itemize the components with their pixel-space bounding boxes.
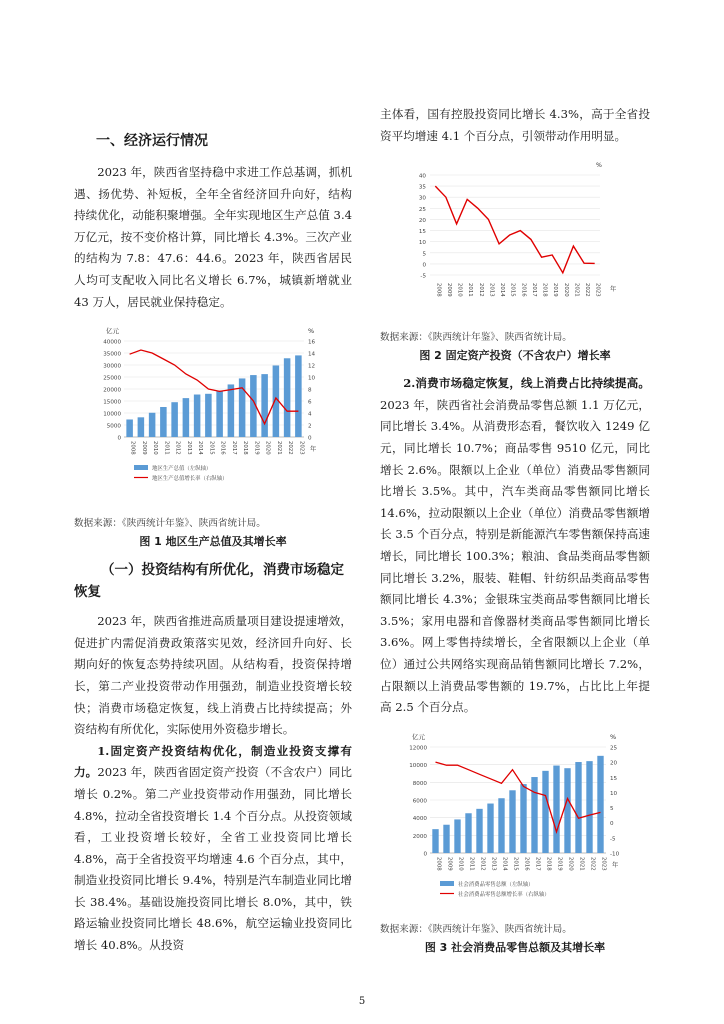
right-axis-unit: %: [308, 327, 315, 336]
bar-2008: [432, 829, 438, 853]
bar-2022: [284, 358, 291, 437]
x-tick-label: 2021: [275, 441, 282, 455]
left-axis-unit: 亿元: [106, 327, 119, 336]
x-tick-label: 2021: [573, 283, 580, 297]
bar-2010: [454, 819, 460, 853]
y-axis-unit: %: [596, 162, 602, 170]
y-axis-tick-label: 25: [418, 207, 426, 214]
x-tick-label: 2023: [600, 856, 607, 871]
x-tick-label: 2016: [523, 856, 530, 871]
x-tick-label: 2008: [435, 283, 442, 297]
bar-2019: [553, 765, 559, 852]
bar-2014: [194, 395, 201, 437]
legend-bar-swatch: [440, 881, 454, 886]
left-axis-tick-label: 25000: [103, 375, 121, 382]
bar-2014: [498, 798, 504, 853]
right-axis-tick-label: -5: [610, 836, 616, 843]
right-axis-tick-label: 15: [610, 775, 618, 782]
x-tick-label: 2019: [253, 441, 260, 455]
x-tick-label: 2023: [594, 283, 601, 297]
bar-2020: [261, 374, 268, 437]
x-tick-label: 2011: [467, 283, 474, 297]
right-axis-unit: %: [610, 732, 617, 741]
x-tick-label: 2017: [534, 856, 541, 871]
bar-2013: [487, 803, 493, 852]
x-tick-label: 2010: [152, 441, 159, 455]
left-axis-tick-label: 10000: [103, 411, 121, 418]
x-tick-label: 2017: [230, 441, 237, 455]
right-axis-tick-label: 5: [610, 805, 614, 812]
right-axis-tick-label: 25: [610, 745, 618, 752]
right-axis-tick-label: 0: [308, 435, 312, 442]
paragraph-body: 2023 年，陕西省社会消费品零售总额 1.1 万亿元，同比增长 3.4%。从消费形态看，餐饮收入 1249 亿元，同比增长 10.7%；商品零售 9510 亿元，同比增长 2.6%。限额以上企业（单位）消费品零售额同比增长 3.5%。其中，汽车类商品零售额同比增长 14.6%，拉动限额以上企业（单位）消费品零售额增长 3.5 个百分点，特别是新能源汽车零售额保持高速增长，同比增长 100.3%；粮油、食品类商品零售额同比增长 3.2%，服装、鞋帽、针纺织品类商品零售额同比增长 4.3%；金银珠宝类商品零售额同比增长 3.5%；家用电器和音像器材类商品零售额同比增长 3.6%。网上零售持续增长，全省限额以上企业（单位）通过公共网络实现商品销售额同比增长 7.2%，占限额以上消费品零售额的 19.7%，占比比上年提高 2.5 个百分点。: [380, 397, 650, 715]
left-axis-tick-label: 2000: [412, 833, 427, 840]
x-tick-label: 2018: [541, 283, 548, 297]
paragraph-fixed-investment: [74, 741, 352, 957]
x-tick-label: 2015: [509, 283, 516, 297]
x-tick-label: 2022: [287, 441, 294, 455]
x-tick-label: 2020: [567, 856, 574, 871]
x-tick-label: 2013: [488, 283, 495, 297]
fig1-caption: 图 1 地区生产总值及其增长率: [139, 535, 287, 549]
right-axis-tick-label: 0: [610, 820, 614, 827]
x-tick-label: 2016: [520, 283, 527, 297]
right-axis-tick-label: 10: [308, 375, 316, 382]
x-tick-label: 2012: [477, 283, 484, 297]
legend-bar-swatch: [134, 465, 148, 470]
paragraph-investment-structure: 2023 年，陕西省推进高质量项目建设提速增效，促进扩内需促消费政策落实见效，经济回升向好、长期向好的恢复态势持续巩固。从结构看，投资保持增长，第二产业投资带动作用强劲，制造业投资增长较快；消费市场稳定恢复，线上消费占比持续提高；外资结构有所优化，实际使用外资稳步增长。: [74, 614, 352, 737]
x-tick-label: 2014: [197, 441, 204, 455]
x-tick-label: 2012: [479, 856, 486, 871]
x-tick-label: 2011: [468, 856, 475, 871]
bar-2017: [531, 777, 537, 853]
x-tick-label: 2021: [578, 856, 585, 871]
bar-2017: [228, 385, 235, 438]
figure-2: [380, 151, 650, 325]
right-axis-tick-label: 12: [308, 363, 316, 370]
legend-line-label: 地区生产总值增长率（右纵轴）: [152, 476, 228, 483]
x-tick-label: 2015: [512, 856, 519, 871]
x-tick-label: 2014: [499, 283, 506, 297]
y-axis-tick-label: 35: [418, 184, 426, 191]
bar-2016: [520, 784, 526, 853]
left-axis-tick-label: 20000: [103, 387, 121, 394]
x-tick-label: 2023: [298, 441, 305, 455]
x-tick-label: 2018: [545, 856, 552, 871]
x-tick-label: 2019: [556, 856, 563, 871]
bar-2009: [138, 417, 145, 437]
x-axis-unit: 年: [310, 446, 317, 454]
figure-3: [380, 727, 650, 917]
investment-growth-line: [435, 186, 594, 273]
y-axis-tick-label: 30: [418, 195, 426, 202]
x-axis-unit: 年: [610, 286, 617, 294]
x-tick-label: 2020: [562, 283, 569, 297]
x-tick-label: 2009: [446, 856, 453, 871]
y-axis-tick-label: 0: [422, 262, 426, 269]
fig1-source: 数据来源：《陕西统计年鉴》、陕西省统计局。: [74, 518, 266, 530]
bar-2021: [575, 762, 581, 853]
left-axis-tick-label: 12000: [409, 745, 427, 752]
y-axis-tick-label: 40: [418, 173, 426, 180]
legend-line-label: 社会消费品零售总额增长率（右纵轴）: [458, 891, 550, 898]
bar-2015: [205, 394, 212, 437]
bar-2012: [171, 402, 178, 437]
x-tick-label: 2010: [457, 856, 464, 871]
right-axis-tick-label: 4: [308, 411, 312, 418]
x-tick-label: 2011: [163, 441, 170, 455]
fig3-caption: 图 3 社会消费品零售总额及其增长率: [424, 940, 606, 954]
x-axis-unit: 年: [612, 861, 619, 869]
legend-bar-label: 地区生产总值（左纵轴）: [152, 466, 212, 473]
left-axis-tick-label: 30000: [103, 363, 121, 370]
right-axis-tick-label: 6: [308, 399, 312, 406]
bar-2023: [597, 756, 603, 853]
bar-2013: [183, 398, 190, 437]
right-axis-tick-label: 2: [308, 423, 312, 430]
fig3-chart: [380, 727, 650, 913]
x-tick-label: 2015: [208, 441, 215, 455]
paragraph-lead: 2.消费市场稳定恢复，线上消费占比持续提高。: [403, 376, 650, 391]
bar-2022: [586, 761, 592, 853]
x-tick-label: 2014: [501, 856, 508, 871]
x-tick-label: 2022: [589, 856, 596, 871]
right-column: [380, 104, 650, 965]
bar-2020: [564, 768, 570, 853]
fig2-chart: [380, 151, 650, 321]
left-axis-tick-label: 40000: [103, 339, 121, 346]
left-column: [74, 130, 352, 957]
right-axis-tick-label: -10: [610, 851, 620, 858]
bar-2011: [465, 813, 471, 853]
page-number: 5: [358, 996, 366, 1007]
intro-paragraph: 2023 年，陕西省坚持稳中求进工作总基调，抓机遇、扬优势、补短板，全年全省经济回升向好，结构持续优化，动能积聚增强。全年实现地区生产总值 3.4 万亿元，按不变价格计算，同比增长 4.3%。三次产业的结构为 7.8：47.6：44.6。2023 年，陕西省居民人均可支配收入同比名义增长 6.7%，城镇新增就业 43 万人，居民就业保持稳定。: [74, 165, 352, 309]
bar-2010: [149, 413, 156, 437]
left-axis-tick-label: 10000: [409, 762, 427, 769]
x-tick-label: 2012: [174, 441, 181, 455]
bar-2009: [443, 824, 449, 852]
y-axis-tick-label: 10: [418, 240, 426, 247]
paragraph-lead: 1.固定资产投资结构优化，制造业投资支撑有力。: [74, 743, 352, 780]
figure-1: [74, 317, 352, 511]
left-axis-tick-label: 8000: [412, 780, 427, 787]
x-tick-label: 2008: [129, 441, 136, 455]
bar-2011: [160, 407, 167, 437]
bar-2012: [476, 809, 482, 853]
x-tick-label: 2013: [490, 856, 497, 871]
right-axis-tick-label: 20: [610, 760, 618, 767]
right-axis-tick-label: 16: [308, 339, 316, 346]
bar-2008: [126, 420, 133, 438]
left-axis-unit: 亿元: [412, 732, 425, 741]
x-tick-label: 2019: [552, 283, 559, 297]
subsection-title: （一）投资结构有所优化，消费市场稳定恢复: [74, 562, 344, 601]
fig2-caption: 图 2 固定资产投资（不含农户）增长率: [419, 349, 611, 363]
bar-2015: [509, 790, 515, 853]
section-title: 一、经济运行情况: [96, 133, 208, 149]
x-tick-label: 2018: [242, 441, 249, 455]
fig2-source: 数据来源：《陕西统计年鉴》、陕西省统计局。: [380, 332, 572, 344]
x-tick-label: 2008: [435, 856, 442, 871]
x-tick-label: 2022: [584, 283, 591, 297]
fig1-chart: [74, 317, 352, 507]
left-axis-tick-label: 0: [117, 435, 121, 442]
paragraph-continued: 主体看，国有控股投资同比增长 4.3%，高于全省投资平均增速 4.1 个百分点，引领带动作用明显。: [380, 107, 650, 143]
left-axis-tick-label: 5000: [106, 423, 121, 430]
x-tick-label: 2009: [140, 441, 147, 455]
legend-bar-label: 社会消费品零售总额（左纵轴）: [458, 881, 534, 888]
bar-2016: [216, 391, 223, 437]
fig3-source: 数据来源：《陕西统计年鉴》、陕西省统计局。: [380, 923, 572, 935]
y-axis-tick-label: 5: [422, 251, 426, 258]
x-tick-label: 2017: [530, 283, 537, 297]
y-axis-tick-label: -5: [420, 273, 426, 280]
paragraph-consumption: [380, 373, 650, 719]
y-axis-tick-label: 15: [418, 229, 426, 236]
x-tick-label: 2013: [185, 441, 192, 455]
right-axis-tick-label: 8: [308, 387, 312, 394]
x-tick-label: 2010: [456, 283, 463, 297]
right-axis-tick-label: 14: [308, 351, 316, 358]
bar-2018: [542, 771, 548, 853]
left-axis-tick-label: 35000: [103, 351, 121, 358]
x-tick-label: 2020: [264, 441, 271, 455]
bar-2023: [295, 356, 302, 438]
paragraph-body: 2023 年，陕西省固定资产投资（不含农户）同比增长 0.2%。第二产业投资带动作用强劲，同比增长 4.8%，拉动全省投资增长 1.4 个百分点。从投资领域看，工业投资增长较好，全省工业投资同比增长 4.8%，高于全省投资平均增速 4.6 个百分点，其中，制造业投资同比增长 9.4%，特别是汽车制造业同比增长 38.4%。基础设施投资同比增长 8.0%，其中，铁路运输业投资同比增长 48.6%，航空运输业投资同比增长 40.8%。从投资: [74, 765, 352, 953]
right-axis-tick-label: 10: [610, 790, 618, 797]
x-tick-label: 2009: [445, 283, 452, 297]
y-axis-tick-label: 20: [418, 218, 426, 225]
left-axis-tick-label: 4000: [412, 815, 427, 822]
left-axis-tick-label: 6000: [412, 798, 427, 805]
left-axis-tick-label: 0: [423, 851, 427, 858]
x-tick-label: 2016: [219, 441, 226, 455]
left-axis-tick-label: 15000: [103, 399, 121, 406]
